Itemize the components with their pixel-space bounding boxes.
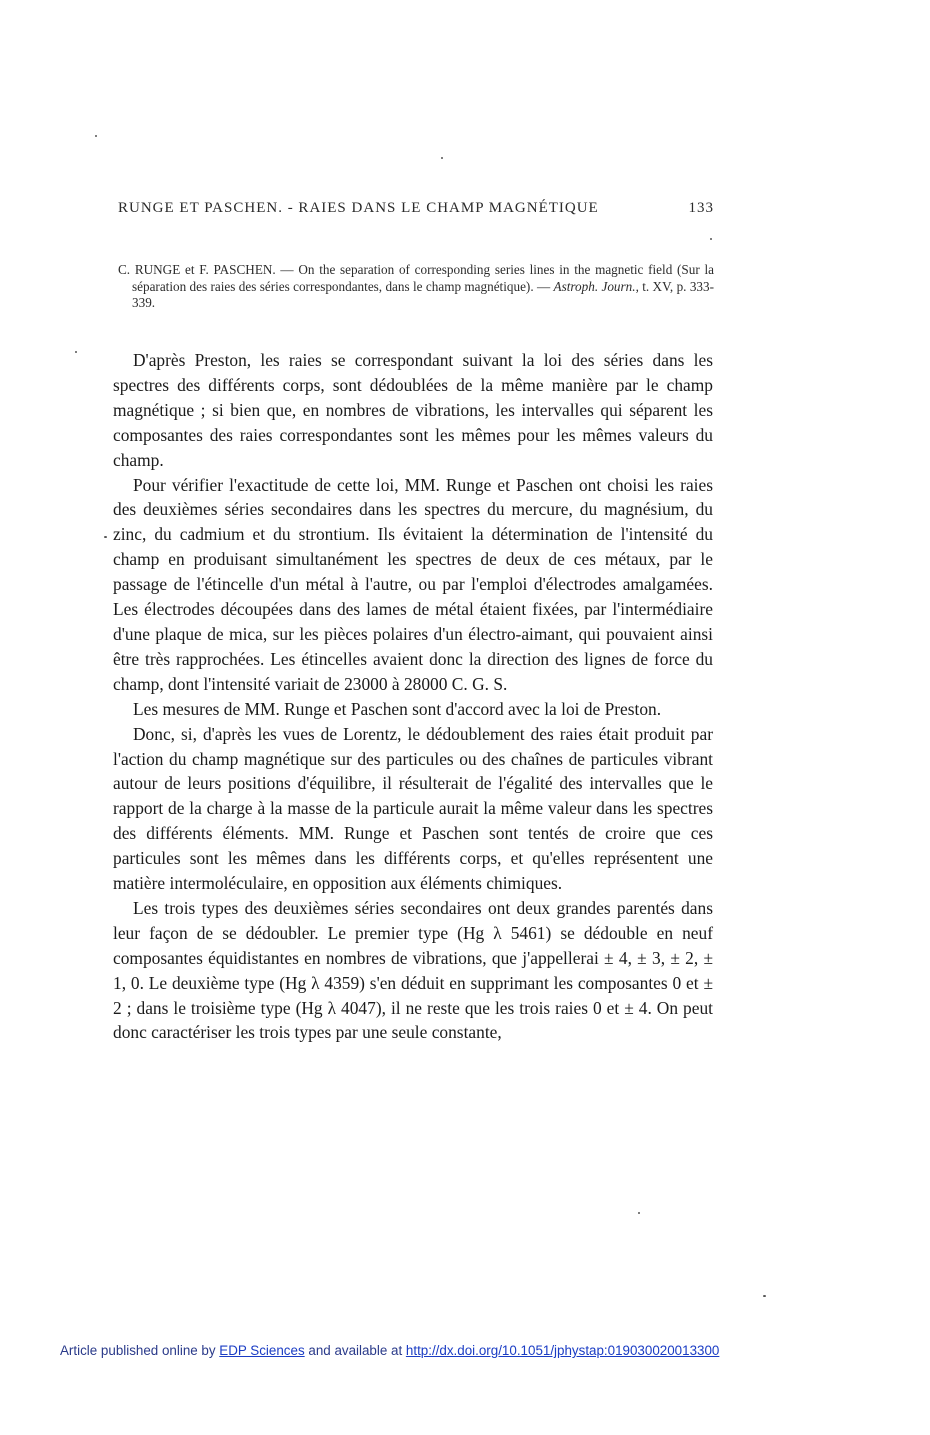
footer-prefix: Article published online by bbox=[60, 1343, 220, 1358]
doi-link[interactable]: http://dx.doi.org/10.1051/jphystap:019030020013300 bbox=[405, 1343, 720, 1358]
page-number: 133 bbox=[688, 200, 714, 216]
paragraph: D'après Preston, les raies se correspondant suivant la loi des séries dans les spectres des différents corps, sont dédoublées de la même manière par le champ magnétique ; si bien que, en nombres de vibrations, les intervalles qui séparent les composantes des raies correspondantes sont les mêmes pour les mêmes valeurs du champ. bbox=[113, 350, 713, 470]
scan-speck bbox=[104, 536, 107, 538]
article-body bbox=[113, 348, 713, 1045]
scan-speck bbox=[763, 1295, 766, 1297]
citation-text bbox=[118, 262, 714, 312]
citation-authors-title: C. RUNGE et F. PASCHEN. — On the separation of corresponding series lines in the magnetic field (Sur la séparation des raies des séries correspondantes, dans le champ magnétique). — bbox=[118, 262, 714, 294]
publisher-link[interactable]: EDP Sciences bbox=[219, 1343, 305, 1358]
paragraph: Donc, si, d'après les vues de Lorentz, le dédoublement des raies était produit par l'action du champ magnétique sur des particules ou des chaînes de particules vibrant autour de leurs positions d'équilibre, il résulterait de l'égalité des intervalles que le rapport de la charge à la masse de la particule aurait la même valeur dans les spectres des différents éléments. MM. Runge et Paschen sont tentés de croire que ces particules sont les mêmes dans les différents corps, et qu'elles représentent une matière intermoléculaire, en opposition aux éléments chimiques. bbox=[113, 723, 713, 894]
citation-block bbox=[118, 262, 714, 312]
paragraph: Pour vérifier l'exactitude de cette loi, MM. Runge et Paschen ont choisi les raies des deuxièmes séries secondaires dans les spectres du mercure, du magnésium, du zinc, du cadmium et du strontium. Ils évitaient la détermination de l'intensité du champ en produisant simultanément les spectres de deux de ces métaux, par le passage de l'étincelle d'un métal à l'autre, ou par l'emploi d'électrodes amalgamées. Les électrodes découpées dans des lames de métal étaient fixées, par l'intermédiaire d'une plaque de mica, sur les pièces polaires d'un électro-aimant, qui pouvaient ainsi être très rapprochées. Les étincelles avaient donc la direction des lignes de force du champ, dont l'intensité variait de 23000 à 28000 C. G. S. bbox=[113, 474, 713, 694]
publication-footer bbox=[60, 1343, 870, 1358]
scan-speck bbox=[441, 157, 443, 159]
citation-volume-pages: , t. XV, p. 333-339. bbox=[132, 278, 714, 310]
footer-middle: and available at bbox=[304, 1343, 406, 1358]
scan-speck bbox=[638, 1212, 640, 1214]
running-head-title: RUNGE ET PASCHEN. - RAIES DANS LE CHAMP MAGNÉTIQUE bbox=[118, 200, 599, 216]
scan-speck bbox=[75, 351, 77, 353]
scan-speck bbox=[710, 238, 712, 240]
citation-journal: Astroph. Journ. bbox=[553, 278, 636, 294]
scan-speck bbox=[95, 135, 97, 137]
paragraph: Les trois types des deuxièmes séries secondaires ont deux grandes parentés dans leur façon de se dédoubler. Le premier type (Hg λ 5461) se dédouble en neuf composantes équidistantes en nombres de vibrations, que j'appellerai ± 4, ± 3, ± 2, ± 1, 0. Le deuxième type (Hg λ 4359) s'en déduit en supprimant les composantes 0 et ± 2 ; dans le troisième type (Hg λ 4047), il ne reste que les trois raies 0 et ± 4. On peut donc caractériser les trois types par une seule constante, bbox=[113, 897, 713, 1043]
paragraph: Les mesures de MM. Runge et Paschen sont d'accord avec la loi de Preston. bbox=[133, 698, 662, 719]
